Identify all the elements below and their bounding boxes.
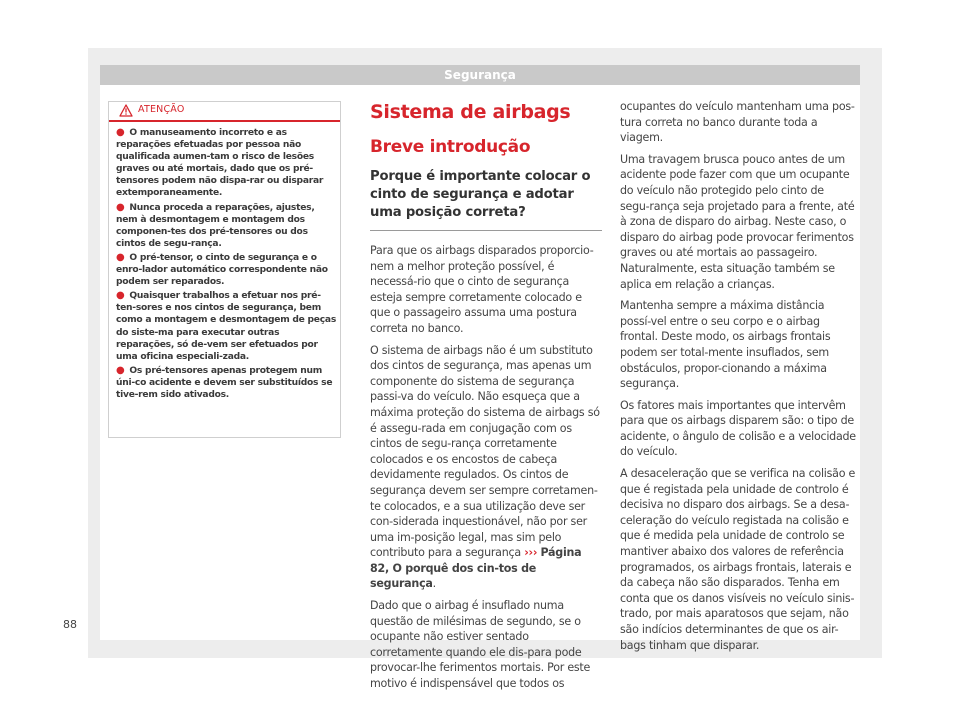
bullet-icon: ● (116, 201, 125, 213)
question-heading: Porque é importante colocar o cinto de segurança e adotar uma posição correta? (370, 168, 602, 231)
warning-triangle-icon (119, 104, 133, 117)
article-column-right (620, 99, 856, 659)
header-title: Segurança (444, 68, 516, 82)
warning-item (116, 290, 338, 363)
article-body (370, 243, 602, 692)
subsection-title: Breve introdução (370, 137, 531, 157)
warning-item (116, 202, 338, 250)
warning-item (116, 127, 338, 200)
warning-box (108, 101, 341, 438)
warning-item-text: Os pré-tensores apenas protegem num úni-co acidente e devem ser substituídos se tive-rem sido ativados. (116, 365, 333, 400)
bullet-icon: ● (116, 127, 125, 138)
warning-list (116, 127, 338, 403)
warning-item (116, 252, 338, 288)
paragraph-end: . (432, 577, 436, 591)
paragraph: A desaceleração que se verifica na colisão e que é registada pela unidade de controlo é decisiva no disparo dos airbags. Se a desa-celeração do veículo registada na colisão e que é medida pela unidade de controlo se mantiver abaixo dos valores de referência programados, os airbags frontais, laterais e da cabeça não são disparados. Tenha em conta que os danos visíveis no veículo sinis-trado, por mais aparatosos que sejam, não são indícios determinantes de que os air-bags tinham que disparar. (620, 467, 856, 652)
warning-item-text: Nunca proceda a reparações, ajustes, nem à desmontagem e montagem dos componen-tes dos pré-tensores ou dos cintos de segu-rança. (116, 202, 315, 249)
paragraph-text: O sistema de airbags não é um substituto dos cintos de segurança, mas apenas um componente do sistema de segurança passi-va do veículo. Não esqueça que a máxima proteção do sistema de airbags só é assegu-rada em conjugação com os cintos de segu-rança corretamente colocados e os encostos de cabeça devidamente regulados. Os cintos de segurança devem ser sempre corretamen-te colocados, e a sua utilização deve ser con-siderada inquestionável, não por ser uma im-posição legal, mas sim pelo contributo para a segurança (370, 343, 600, 560)
paragraph: Os fatores mais importantes que intervêm para que os airbags disparem são: o tipo de acidente, o ângulo de colisão e a velocidade do veículo. (620, 398, 856, 459)
page-reference-link[interactable]: Página 82, O porquê dos cin-tos de segurança (370, 546, 582, 591)
bullet-icon: ● (116, 290, 125, 302)
warning-header (109, 102, 340, 122)
bullet-icon: ● (116, 364, 125, 376)
reference-arrow-icon: ››› (524, 546, 538, 560)
paragraph (370, 343, 602, 593)
warning-item-text: Quaisquer trabalhos a efetuar nos pré-ten-sores e nos cintos de segurança, bem como a montagem e desmontagem de peças do siste-ma para executar outras reparações, só de-vem ser efetuados por uma oficina especiali-zada. (116, 291, 336, 362)
warning-title: ATENÇÃO (138, 104, 185, 115)
paragraph: Para que os airbags disparados proporcio-nem a melhor proteção possível, é necessá-rio que o cinto de segurança esteja sempre corretamente colocado e que o passageiro assuma uma postura correta no banco. (370, 244, 594, 335)
paragraph: Dado que o airbag é insuflado numa questão de milésimas de segundo, se o ocupante não estiver sentado corretamente quando ele dis-para pode provocar-lhe ferimentos mortais. Por este motivo é indispensável que todos os (370, 599, 591, 691)
article-column-middle (370, 100, 602, 698)
warning-item-text: O manuseamento incorreto e as reparações efetuadas por pessoa não qualificada aumen-tam o risco de lesões graves ou até mortais, dado que os pré-tensores podem não dispa-rar ou disparar extemporaneamente. (116, 128, 324, 199)
warning-item-text: O pré-tensor, o cinto de segurança e o enro-lador automático correspondente não podem ser reparados. (116, 252, 328, 288)
paragraph: Uma travagem brusca pouco antes de um acidente pode fazer com que um ocupante do veículo não protegido pelo cinto de segu-rança seja projetado para a frente, até à zona de disparo do airbag. Neste caso, o disparo do airbag pode provocar ferimentos graves ou até mortais ao passageiro. Naturalmente, esta situação também se aplica em relação a crianças. (620, 152, 855, 291)
paragraph: ocupantes do veículo mantenham uma pos-tura correta no banco durante toda a viagem. (620, 100, 855, 145)
section-title: Sistema de airbags (370, 101, 571, 123)
paragraph: Mantenha sempre a máxima distância possí-vel entre o seu corpo e o airbag frontal. Deste modo, os airbags frontais podem ser total-mente insuflados, sem obstáculos, propor-cionando a máxima segurança. (620, 299, 831, 391)
warning-item (116, 365, 338, 401)
header-bar (100, 65, 860, 85)
page-number: 88 (63, 618, 77, 631)
bullet-icon: ● (116, 251, 125, 263)
